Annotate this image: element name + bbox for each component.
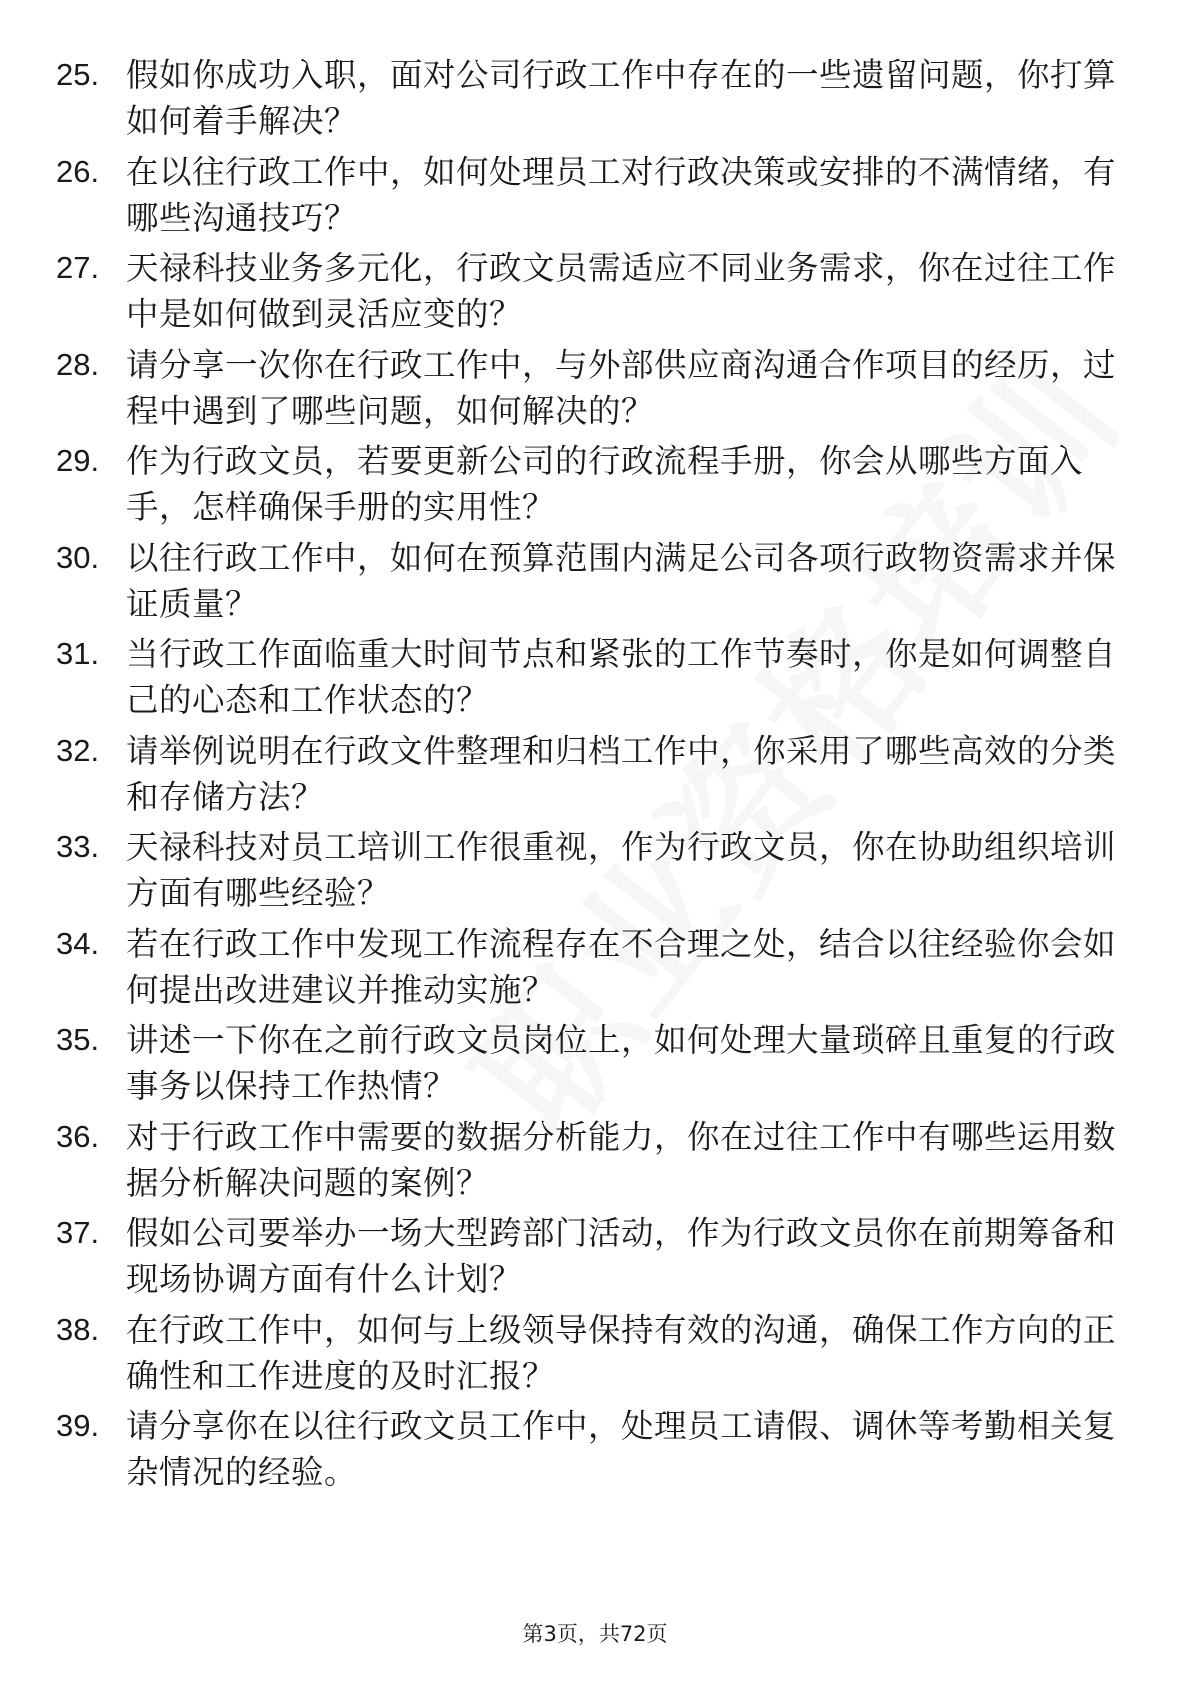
- question-text: 请分享你在以往行政文员工作中，处理员工请假、调休等考勤相关复杂情况的经验。: [126, 1407, 1117, 1491]
- question-item: [0, 1307, 1190, 1404]
- question-number: 33.: [56, 829, 100, 864]
- question-number: 28.: [56, 346, 100, 382]
- question-number: 27.: [56, 250, 100, 285]
- question-number: 31.: [56, 636, 100, 671]
- question-text: 以往行政工作中，如何在预算范围内满足公司各项行政物资需求并保证质量？: [126, 538, 1117, 623]
- question-item: [0, 921, 1190, 1018]
- question-text: 天禄科技对员工培训工作很重视，作为行政文员，你在协助组织培训方面有哪些经验？: [126, 828, 1117, 912]
- question-item: [0, 52, 1190, 149]
- question-text: 讲述一下你在之前行政文员岗位上，如何处理大量琐碎且重复的行政事务以保持工作热情？: [126, 1021, 1117, 1105]
- question-text: 对于行政工作中需要的数据分析能力，你在过往工作中有哪些运用数据分析解决问题的案例？: [126, 1117, 1117, 1202]
- page-footer: [0, 1619, 1190, 1649]
- question-text: 请举例说明在行政文件整理和归档工作中，你采用了哪些高效的分类和存储方法？: [126, 731, 1117, 816]
- question-item: [0, 149, 1190, 246]
- question-item: [0, 342, 1190, 439]
- question-item: [0, 824, 1190, 921]
- question-number: 35.: [56, 1022, 100, 1057]
- question-number: 34.: [56, 925, 100, 961]
- question-item: [0, 1017, 1190, 1114]
- question-number: 36.: [56, 1118, 100, 1154]
- question-text: 在以往行政工作中，如何处理员工对行政决策或安排的不满情绪，有哪些沟通技巧？: [126, 152, 1117, 237]
- question-text: 请分享一次你在行政工作中，与外部供应商沟通合作项目的经历，过程中遇到了哪些问题，如何解决的？: [126, 345, 1117, 430]
- question-item: [0, 1114, 1190, 1211]
- question-item: [0, 245, 1190, 342]
- question-text: 作为行政文员，若要更新公司的行政流程手册，你会从哪些方面入手，怎样确保手册的实用性？: [126, 442, 1084, 526]
- question-item: [0, 1210, 1190, 1307]
- question-text: 在行政工作中，如何与上级领导保持有效的沟通，确保工作方向的正确性和工作进度的及时汇报？: [126, 1310, 1117, 1395]
- page-number: 第3页，共72页: [522, 1622, 668, 1646]
- question-number: 30.: [56, 539, 100, 575]
- question-text: 若在行政工作中发现工作流程存在不合理之处，结合以往经验你会如何提出改进建议并推动实施？: [126, 924, 1117, 1009]
- question-number: 25.: [56, 57, 100, 92]
- question-list: [0, 52, 1190, 1500]
- question-number: 39.: [56, 1408, 100, 1443]
- question-number: 32.: [56, 732, 100, 768]
- question-number: 29.: [56, 443, 100, 478]
- question-number: 38.: [56, 1311, 100, 1347]
- question-text: 假如你成功入职，面对公司行政工作中存在的一些遗留问题，你打算如何着手解决？: [126, 56, 1117, 140]
- question-item: [0, 438, 1190, 535]
- question-item: [0, 535, 1190, 632]
- question-number: 37.: [56, 1215, 100, 1250]
- question-number: 26.: [56, 153, 100, 189]
- question-item: [0, 631, 1190, 728]
- question-text: 假如公司要举办一场大型跨部门活动，作为行政文员你在前期筹备和现场协调方面有什么计划？: [126, 1214, 1117, 1298]
- question-item: [0, 728, 1190, 825]
- question-text: 天禄科技业务多元化，行政文员需适应不同业务需求，你在过往工作中是如何做到灵活应变的？: [126, 249, 1117, 333]
- question-text: 当行政工作面临重大时间节点和紧张的工作节奏时，你是如何调整自己的心态和工作状态的？: [126, 635, 1117, 719]
- question-item: [0, 1403, 1190, 1500]
